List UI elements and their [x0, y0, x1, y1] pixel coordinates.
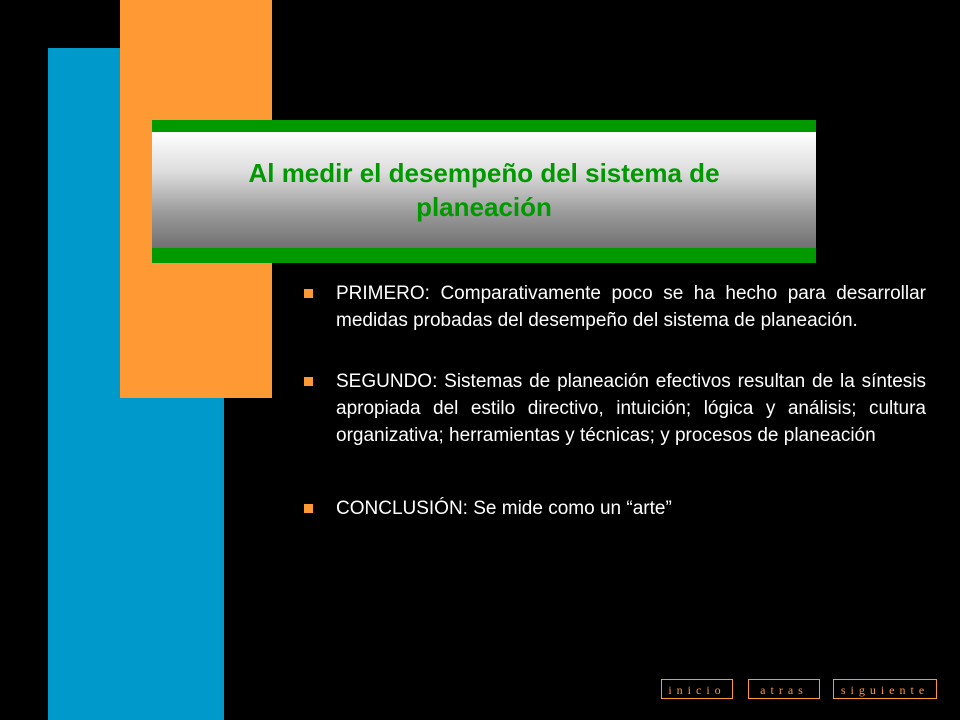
siguiente-button[interactable]: siguiente: [833, 679, 937, 699]
bullet-text: PRIMERO: Comparativamente poco se ha hecho para desarrollar medidas probadas del desempeño del sistema de planeación.: [336, 283, 926, 331]
bullet-text: CONCLUSIÓN: Se mide como un “arte”: [336, 498, 672, 519]
bullet-item-conclusion: [300, 495, 926, 522]
title-banner: [152, 120, 816, 263]
square-bullet-icon: [304, 504, 313, 513]
bullet-item-primero: [300, 280, 926, 334]
square-bullet-icon: [304, 289, 313, 298]
square-bullet-icon: [304, 377, 313, 386]
title-gradient-panel: [152, 132, 816, 248]
bullet-item-segundo: [300, 368, 926, 449]
inicio-button[interactable]: inicio: [661, 679, 733, 699]
bullet-list: [300, 280, 926, 522]
slide-title: Al medir el desempeño del sistema de planeación: [248, 158, 720, 222]
bullet-text: SEGUNDO: Sistemas de planeación efectivos resultan de la síntesis apropiada del estilo directivo, intuición; lógica y análisis; cultura organizativa; herramientas y técnicas; y procesos de planeación: [336, 371, 926, 446]
atras-button[interactable]: atras: [748, 679, 820, 699]
